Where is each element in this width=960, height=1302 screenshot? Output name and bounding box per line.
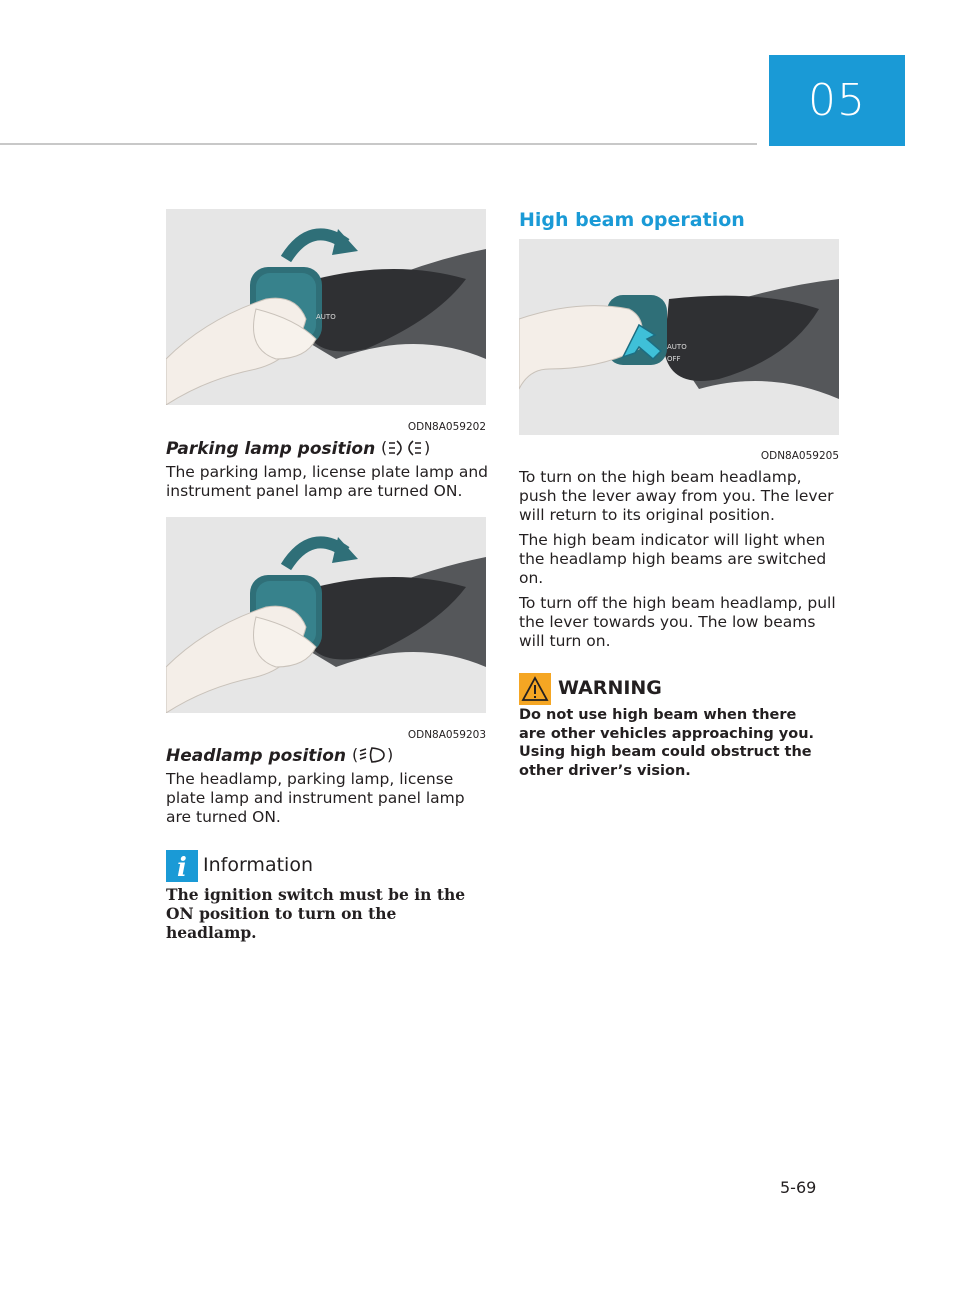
lever-photo-high-beam bbox=[519, 239, 839, 435]
headlamp-body: The headlamp, parking lamp, license plate lamp and instrument panel lamp are turned ON. bbox=[166, 770, 465, 826]
headlamp-text bbox=[166, 770, 476, 833]
svg-text:(: ( bbox=[351, 745, 359, 764]
svg-text:i: i bbox=[177, 853, 187, 882]
parking-lamp-body: The parking lamp, license plate lamp and instrument panel lamp are turned ON. bbox=[166, 463, 488, 500]
lever-off-label: OFF bbox=[667, 355, 681, 363]
high-beam-paragraph: To turn on the high beam headlamp, push the lever away from you. The lever will return to its original position. bbox=[519, 468, 834, 524]
chapter-tab: 05 bbox=[769, 55, 905, 146]
lever-photo-parking bbox=[166, 209, 486, 405]
headlamp-title: Headlamp position bbox=[166, 746, 347, 766]
high-beam-text bbox=[519, 468, 841, 657]
info-icon bbox=[166, 850, 198, 882]
page-number: 5-69 bbox=[780, 1178, 817, 1197]
parking-lamp-icon bbox=[381, 440, 441, 458]
info-body: The ignition switch must be in the ON position to turn on the headlamp. bbox=[166, 885, 466, 942]
figure-code: ODN8A059203 bbox=[407, 729, 486, 741]
svg-text:(: ( bbox=[381, 438, 388, 457]
parking-lamp-heading bbox=[166, 437, 441, 459]
high-beam-paragraph: To turn off the high beam headlamp, pull the lever towards you. The low beams will turn on. bbox=[519, 594, 836, 650]
svg-text:): ) bbox=[424, 438, 431, 457]
headlamp-heading bbox=[166, 744, 398, 766]
headlamp-icon bbox=[352, 747, 398, 765]
parking-lamp-text bbox=[166, 463, 488, 507]
warning-icon bbox=[519, 673, 551, 705]
figure-code: ODN8A059205 bbox=[760, 450, 839, 462]
lever-auto-label: AUTO bbox=[667, 343, 687, 351]
lever-auto-label: AUTO bbox=[316, 313, 336, 321]
high-beam-title: High beam operation bbox=[519, 209, 745, 231]
header-rule bbox=[0, 143, 757, 145]
info-title: Information bbox=[203, 854, 313, 876]
warning-title: WARNING bbox=[558, 677, 662, 699]
figure-code: ODN8A059202 bbox=[407, 421, 486, 433]
parking-lamp-title: Parking lamp position bbox=[166, 439, 376, 459]
high-beam-paragraph: The high beam indicator will light when the headlamp high beams are switched on. bbox=[519, 531, 827, 587]
lever-photo-headlamp bbox=[166, 517, 486, 713]
svg-text:): ) bbox=[386, 745, 394, 764]
warning-body: Do not use high beam when there are other vehicles approaching you. Using high beam could obstruct the other driver’s vision. bbox=[519, 707, 815, 779]
